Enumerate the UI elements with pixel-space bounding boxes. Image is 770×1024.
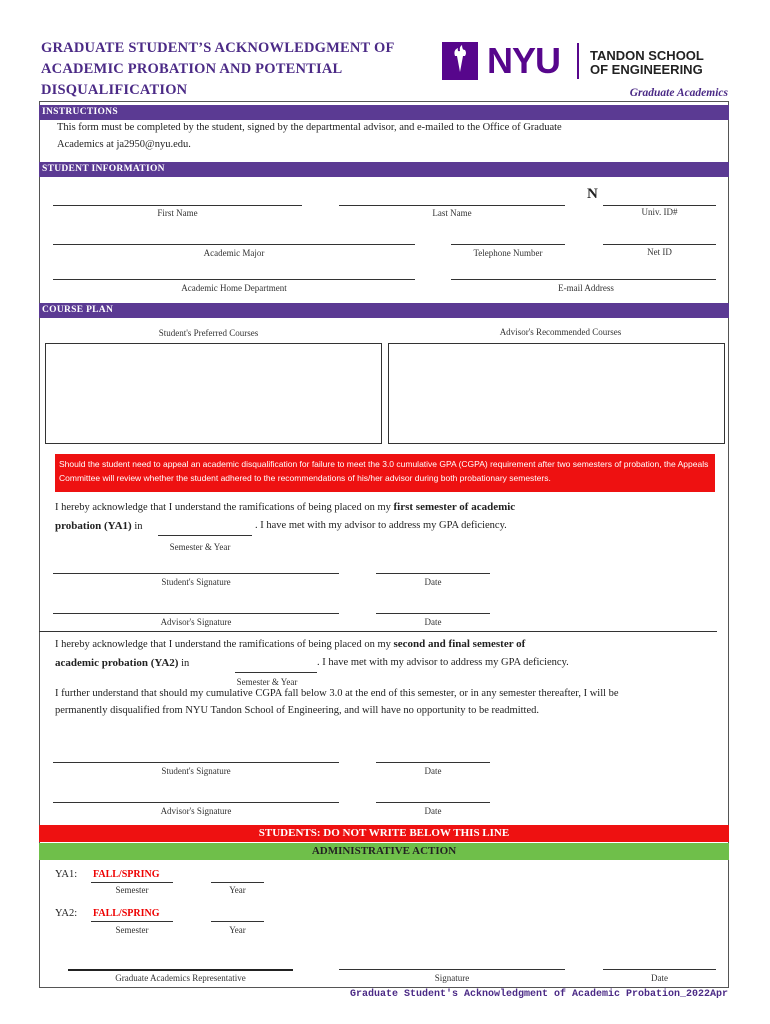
email-label: E-mail Address [558, 283, 614, 293]
ya1-admin-label: YA1: [55, 869, 78, 880]
title-line-1: GRADUATE STUDENT’S ACKNOWLEDGMENT OF [41, 40, 395, 56]
footer-filename: Graduate Student's Acknowledgment of Academic Probation_2022Apr [349, 989, 728, 1000]
first-name-label: First Name [157, 208, 198, 218]
ya1-student-sig-label: Student's Signature [161, 577, 231, 587]
ya2-text-in: in [178, 658, 190, 669]
ya2-admin-value[interactable]: FALL/SPRING [93, 908, 160, 919]
academic-major-label: Academic Major [203, 248, 265, 258]
ya1-text-bold: first semester of academic [393, 501, 516, 513]
form-title [41, 38, 431, 101]
ya2-semester-field[interactable] [235, 672, 317, 673]
student-courses-label: Student's Preferred Courses [158, 328, 259, 338]
ya1-text-in: in [131, 521, 143, 532]
ya2-text-a: I hereby acknowledge that I understand the ramifications of being placed on my [55, 639, 394, 650]
telephone-label: Telephone Number [473, 248, 543, 258]
admin-signature-label: Signature [434, 973, 470, 983]
ya2-advisor-sig-field[interactable] [53, 802, 339, 803]
ya2-advisor-sig-label: Advisor's Signature [160, 806, 232, 816]
ya1-date1-field[interactable] [376, 573, 490, 574]
tandon-line-2: OF ENGINEERING [590, 62, 703, 77]
net-id-field[interactable] [603, 244, 716, 245]
email-field[interactable] [451, 279, 716, 280]
ya1-text-bold2: probation (YA1) [55, 520, 132, 532]
ya2-admin-semester-line [91, 921, 173, 922]
do-not-write-banner: STUDENTS: DO NOT WRITE BELOW THIS LINE [39, 825, 729, 842]
ya1-statement-line-1 [55, 501, 725, 513]
instructions-line-2: Academics at ja2950@nyu.edu. [57, 139, 191, 150]
ya2-date1-field[interactable] [376, 762, 490, 763]
ya2-semester-label: Semester & Year [236, 677, 298, 687]
ya1-admin-semester-label: Semester [115, 885, 149, 895]
ya1-admin-value[interactable]: FALL/SPRING [93, 869, 160, 880]
ya2-date2-field[interactable] [376, 802, 490, 803]
ya1-student-sig-field[interactable] [53, 573, 339, 574]
ya2-admin-label: YA2: [55, 908, 78, 919]
ya1-advisor-sig-label: Advisor's Signature [160, 617, 232, 627]
ya1-text-a: I hereby acknowledge that I understand the ramifications of being placed on my [55, 502, 394, 513]
ya2-text-b: . I have met with my advisor to address my GPA deficiency. [317, 657, 569, 668]
ya1-text-b: . I have met with my advisor to address my GPA deficiency. [255, 520, 507, 531]
univ-id-field[interactable] [603, 205, 716, 206]
ya2-text-bold: second and final semester of [393, 638, 526, 650]
ya2-student-sig-field[interactable] [53, 762, 339, 763]
ya1-date2-label: Date [424, 617, 442, 627]
academic-major-field[interactable] [53, 244, 415, 245]
representative-label: Graduate Academics Representative [115, 973, 246, 983]
ya1-admin-semester-line [91, 882, 173, 883]
ya1-advisor-sig-field[interactable] [53, 613, 339, 614]
department-label: Graduate Academics [629, 87, 728, 99]
last-name-field[interactable] [339, 205, 565, 206]
ya2-date2-label: Date [424, 806, 442, 816]
home-department-label: Academic Home Department [181, 283, 287, 293]
course-plan-heading: COURSE PLAN [39, 303, 729, 318]
admin-signature-field[interactable] [339, 969, 565, 970]
net-id-label: Net ID [647, 247, 672, 257]
univ-id-label: Univ. ID# [641, 207, 678, 217]
admin-date-field[interactable] [603, 969, 716, 970]
ya1-date1-label: Date [424, 577, 442, 587]
representative-field[interactable] [68, 969, 293, 971]
title-line-3: DISQUALIFICATION [41, 82, 188, 98]
ya2-admin-year-field[interactable] [211, 921, 264, 922]
nyu-logo-text: NYU [487, 40, 561, 81]
ya2-admin-year-label: Year [229, 925, 246, 935]
advisor-courses-label: Advisor's Recommended Courses [499, 327, 622, 337]
home-department-field[interactable] [53, 279, 415, 280]
tandon-line-1: TANDON SCHOOL [590, 48, 704, 63]
student-courses-box[interactable] [45, 343, 382, 444]
ya2-statement-line-1 [55, 638, 725, 650]
ya1-admin-year-label: Year [229, 885, 246, 895]
ya1-semester-label: Semester & Year [169, 542, 231, 552]
ya1-semester-field[interactable] [158, 535, 252, 536]
administrative-action-heading: ADMINISTRATIVE ACTION [39, 843, 729, 860]
ya2-further-line-2: permanently disqualified from NYU Tandon School of Engineering, and will have no opportunity to be readmitted. [55, 705, 540, 716]
tandon-logo-text [590, 49, 704, 77]
ya1-admin-year-field[interactable] [211, 882, 264, 883]
student-info-heading: STUDENT INFORMATION [39, 162, 729, 177]
ya2-admin-semester-label: Semester [115, 925, 149, 935]
first-name-field[interactable] [53, 205, 302, 206]
advisor-courses-box[interactable] [388, 343, 725, 444]
admin-date-label: Date [651, 973, 668, 983]
instructions-heading: INSTRUCTIONS [39, 105, 729, 120]
ya2-student-sig-label: Student's Signature [161, 766, 231, 776]
logo-divider [577, 43, 579, 79]
last-name-label: Last Name [432, 208, 472, 218]
ya2-further-line-1: I further understand that should my cumulative CGPA fall below 3.0 at the end of this semester, or in any semester thereafter, I will be [55, 688, 619, 699]
title-line-2: ACADEMIC PROBATION AND POTENTIAL [41, 61, 343, 77]
telephone-field[interactable] [451, 244, 565, 245]
ya1-date2-field[interactable] [376, 613, 490, 614]
n-prefix: N [587, 186, 598, 202]
ya2-date1-label: Date [424, 766, 442, 776]
appeal-warning: Should the student need to appeal an academic disqualification for failure to meet the 3.0 cumulative GPA (CGPA) requirement after two semesters of probation, the Appeals Committee will review whether the student adhered to the recommendations of his/her advisor during both probationary semesters. [55, 454, 715, 492]
ya1-ya2-divider [39, 631, 717, 632]
ya2-text-bold2: academic probation (YA2) [55, 657, 179, 669]
instructions-line-1: This form must be completed by the student, signed by the departmental advisor, and e-mailed to the Office of Graduate [57, 122, 562, 133]
nyu-torch-icon [442, 42, 478, 80]
